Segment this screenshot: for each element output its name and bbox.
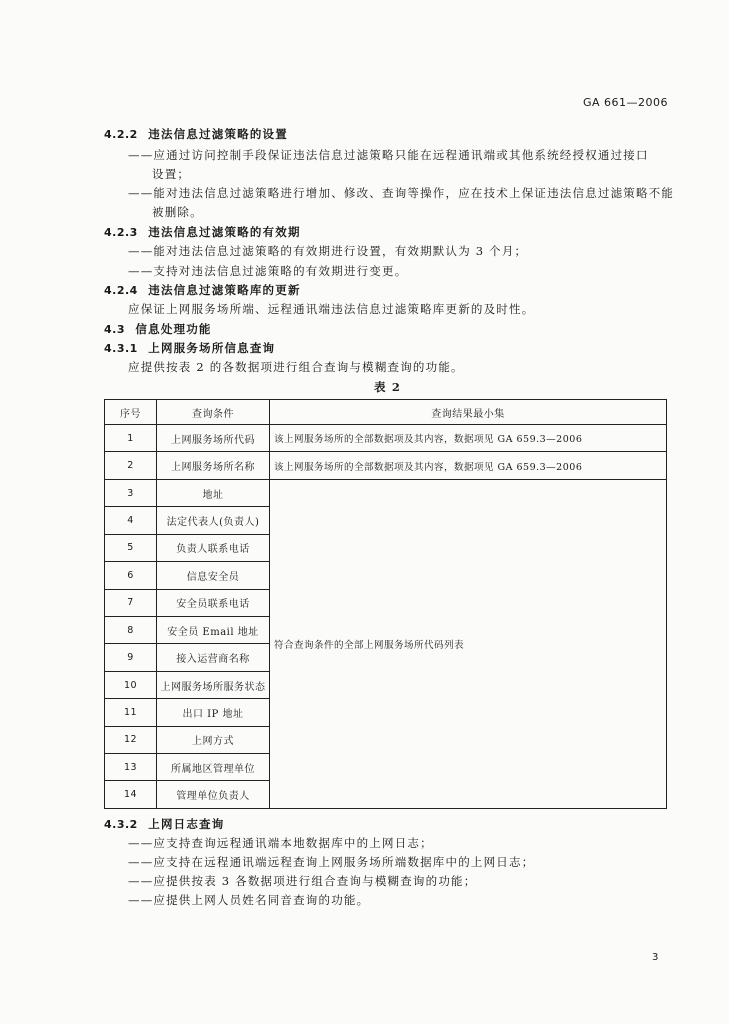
- paragraph-line: ——应支持在远程通讯端远程查询上网服务场所端数据库中的上网日志；: [128, 855, 535, 869]
- paragraph-line: ——应通过访问控制手段保证违法信息过滤策略只能在远程通讯端或其他系统经授权通过接口: [128, 148, 649, 162]
- table-caption: 表 2: [374, 380, 402, 394]
- section-heading-4-3-2: [104, 817, 224, 832]
- section-heading-4-3: [104, 322, 212, 337]
- section-title: 信息处理功能: [135, 322, 212, 336]
- column-header-condition: 查询条件: [157, 400, 270, 425]
- cell-condition: 管理单位负责人: [157, 781, 270, 809]
- paragraph-line: ——应提供上网人员姓名同音查询的功能。: [128, 893, 370, 907]
- cell-condition: 上网方式: [157, 726, 270, 753]
- paragraph-line: ——应提供按表 3 各数据项进行组合查询与模糊查询的功能；: [128, 874, 477, 888]
- table-row: [105, 479, 667, 506]
- cell-condition: 所属地区管理单位: [157, 754, 270, 781]
- section-number: 4.3: [104, 323, 125, 336]
- cell-condition: 上网服务场所代码: [157, 425, 270, 452]
- cell-seq: 6: [105, 562, 157, 589]
- cell-condition: 安全员 Email 地址: [157, 616, 270, 643]
- section-title: 上网日志查询: [148, 817, 225, 831]
- paragraph-line: 应保证上网服务场所端、远程通讯端违法信息过滤策略库更新的及时性。: [128, 302, 535, 316]
- paragraph-line: 被删除。: [152, 205, 203, 219]
- cell-condition: 地址: [157, 479, 270, 506]
- page-number: 3: [652, 952, 659, 963]
- cell-seq: 13: [105, 754, 157, 781]
- section-number: 4.2.2: [104, 128, 138, 141]
- cell-seq: 2: [105, 452, 157, 479]
- section-title: 违法信息过滤策略的有效期: [148, 225, 301, 239]
- section-number: 4.3.1: [104, 342, 138, 355]
- cell-seq: 1: [105, 425, 157, 452]
- section-heading-4-3-1: [104, 341, 275, 356]
- cell-seq: 12: [105, 726, 157, 753]
- cell-condition: 上网服务场所名称: [157, 452, 270, 479]
- cell-condition: 上网服务场所服务状态: [157, 671, 270, 698]
- cell-condition: 出口 IP 地址: [157, 699, 270, 726]
- table-row: [105, 452, 667, 479]
- cell-seq: 11: [105, 699, 157, 726]
- cell-result: 该上网服务场所的全部数据项及其内容，数据项见 GA 659.3—2006: [270, 452, 667, 479]
- cell-seq: 14: [105, 781, 157, 809]
- paragraph-line: 设置；: [152, 167, 191, 181]
- cell-seq: 8: [105, 616, 157, 643]
- section-number: 4.3.2: [104, 818, 138, 831]
- cell-result-merged: 符合查询条件的全部上网服务场所代码列表: [270, 479, 667, 808]
- cell-condition: 信息安全员: [157, 562, 270, 589]
- cell-condition: 接入运营商名称: [157, 644, 270, 671]
- table-row: [105, 425, 667, 452]
- cell-condition: 负责人联系电话: [157, 534, 270, 561]
- cell-result: 该上网服务场所的全部数据项及其内容，数据项见 GA 659.3—2006: [270, 425, 667, 452]
- cell-seq: 5: [105, 534, 157, 561]
- document-code: GA 661—2006: [582, 96, 668, 109]
- section-title: 违法信息过滤策略的设置: [148, 127, 288, 141]
- cell-seq: 7: [105, 589, 157, 616]
- column-header-result: 查询结果最小集: [270, 400, 667, 425]
- cell-seq: 9: [105, 644, 157, 671]
- section-heading-4-2-3: [104, 225, 301, 240]
- column-header-seq: 序号: [105, 400, 157, 425]
- cell-seq: 3: [105, 479, 157, 506]
- section-title: 上网服务场所信息查询: [148, 341, 276, 355]
- paragraph-line: ——支持对违法信息过滤策略的有效期进行变更。: [128, 264, 408, 278]
- section-number: 4.2.3: [104, 226, 138, 239]
- cell-seq: 4: [105, 507, 157, 534]
- paragraph-line: ——应支持查询远程通讯端本地数据库中的上网日志；: [128, 836, 433, 850]
- section-title: 违法信息过滤策略库的更新: [148, 283, 301, 297]
- cell-condition: 法定代表人(负责人): [157, 507, 270, 534]
- section-heading-4-2-4: [104, 283, 301, 298]
- table-2: [104, 399, 667, 809]
- cell-condition: 安全员联系电话: [157, 589, 270, 616]
- paragraph-line: ——能对违法信息过滤策略的有效期进行设置，有效期默认为 3 个月；: [128, 244, 528, 258]
- cell-seq: 10: [105, 671, 157, 698]
- section-number: 4.2.4: [104, 284, 138, 297]
- section-heading-4-2-2: [104, 127, 288, 142]
- paragraph-line: 应提供按表 2 的各数据项进行组合查询与模糊查询的功能。: [128, 360, 464, 374]
- paragraph-line: ——能对违法信息过滤策略进行增加、修改、查询等操作，应在技术上保证违法信息过滤策略不能: [128, 186, 675, 200]
